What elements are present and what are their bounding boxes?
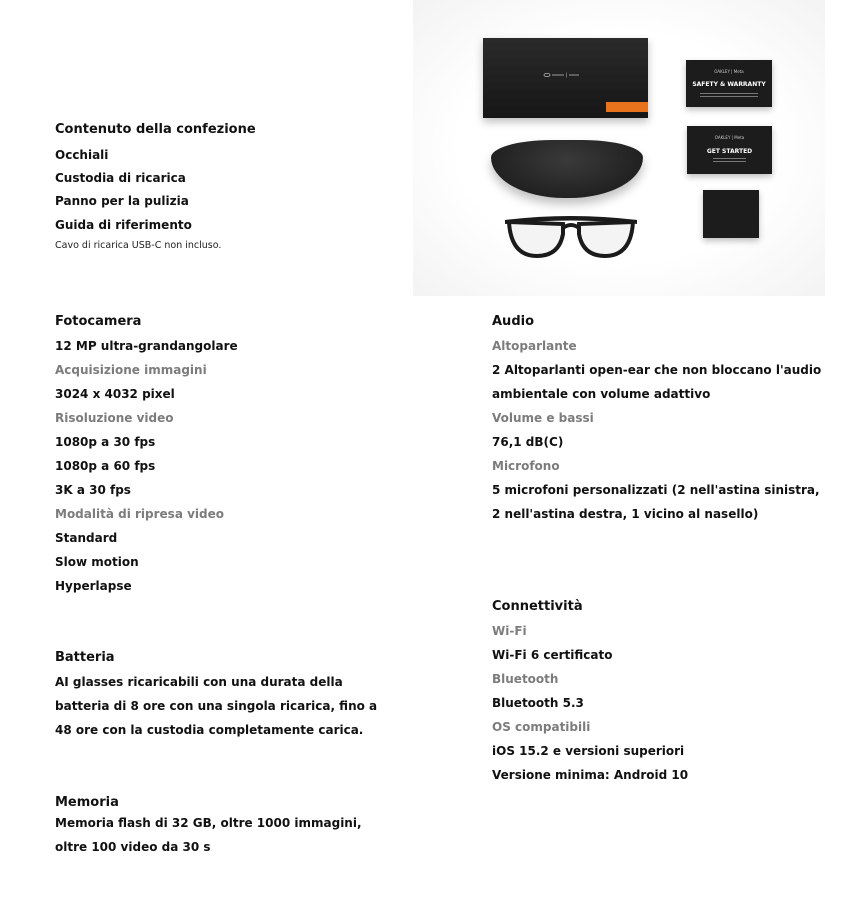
modes-label: Modalità di ripresa video (55, 507, 224, 521)
connectivity-title: Connettività (492, 599, 583, 614)
os-label: OS compatibili (492, 720, 591, 734)
memory-line: oltre 100 video da 30 s (55, 840, 211, 854)
card-brand: OAKLEY | Meta (714, 69, 744, 74)
brand-logo-icon (543, 72, 583, 78)
glasses-icon (501, 210, 641, 266)
video-res-value: 1080p a 60 fps (55, 459, 156, 473)
battery-title: Batteria (55, 650, 115, 665)
cleaning-cloth (703, 190, 759, 238)
product-image (413, 0, 825, 296)
package-item: Guida di riferimento (55, 218, 192, 232)
os-value: iOS 15.2 e versioni superiori (492, 744, 685, 758)
charging-case (491, 140, 643, 198)
wifi-label: Wi-Fi (492, 624, 527, 638)
capture-value: 3024 x 4032 pixel (55, 387, 175, 401)
package-item: Occhiali (55, 148, 109, 162)
volume-value: 76,1 dB(C) (492, 435, 564, 449)
bluetooth-value: Bluetooth 5.3 (492, 696, 584, 710)
battery-line: batteria di 8 ore con una singola ricarica, fino a (55, 699, 378, 713)
speaker-label: Altoparlante (492, 339, 577, 353)
package-note: Cavo di ricarica USB-C non incluso. (55, 240, 222, 251)
os-value: Versione minima: Android 10 (492, 768, 689, 782)
memory-title: Memoria (55, 795, 119, 810)
get-started-card (687, 126, 772, 174)
get-started-label: GET STARTED (706, 148, 753, 155)
mic-line: 5 microfoni personalizzati (2 nell'astina sinistra, (492, 483, 820, 497)
mic-label: Microfono (492, 459, 560, 473)
memory-line: Memoria flash di 32 GB, oltre 1000 immagini, (55, 816, 362, 830)
volume-label: Volume e bassi (492, 411, 594, 425)
safety-warranty-label: SAFETY & WARRANTY (692, 81, 766, 88)
safety-warranty-card (686, 60, 772, 107)
camera-title: Fotocamera (55, 314, 142, 329)
package-item: Custodia di ricarica (55, 171, 186, 185)
mode-value: Standard (55, 531, 118, 545)
camera-sensor: 12 MP ultra-grandangolare (55, 339, 238, 353)
speaker-line: ambientale con volume adattivo (492, 387, 711, 401)
product-box (483, 38, 648, 118)
video-res-label: Risoluzione video (55, 411, 174, 425)
bluetooth-label: Bluetooth (492, 672, 559, 686)
mic-line: 2 nell'astina destra, 1 vicino al nasello) (492, 507, 759, 521)
speaker-line: 2 Altoparlanti open-ear che non bloccano l'audio (492, 363, 822, 377)
orange-tag (606, 102, 648, 112)
video-res-value: 3K a 30 fps (55, 483, 131, 497)
audio-title: Audio (492, 314, 535, 329)
video-res-value: 1080p a 30 fps (55, 435, 156, 449)
battery-line: AI glasses ricaricabili con una durata della (55, 675, 343, 689)
package-title: Contenuto della confezione (55, 122, 256, 137)
mode-value: Slow motion (55, 555, 139, 569)
mode-value: Hyperlapse (55, 579, 132, 593)
card-brand: OAKLEY | Meta (714, 135, 745, 140)
package-item: Panno per la pulizia (55, 194, 189, 208)
capture-label: Acquisizione immagini (55, 363, 207, 377)
wifi-value: Wi-Fi 6 certificato (492, 648, 613, 662)
battery-line: 48 ore con la custodia completamente carica. (55, 723, 364, 737)
